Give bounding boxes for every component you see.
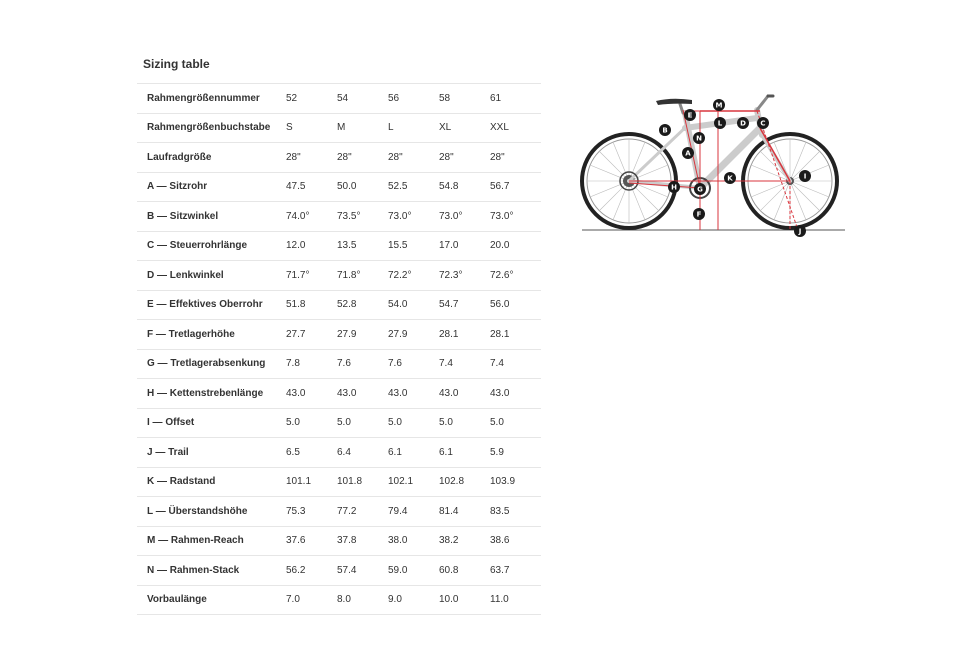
table-cell: 28" bbox=[439, 143, 490, 173]
bike-geometry-diagram bbox=[575, 85, 850, 240]
table-cell: 38.0 bbox=[388, 526, 439, 556]
row-label: A — Sitzrohr bbox=[137, 172, 286, 202]
marker-d-icon bbox=[737, 117, 749, 129]
table-cell: 103.9 bbox=[490, 467, 541, 497]
table-cell: 43.0 bbox=[490, 379, 541, 409]
table-cell: XL bbox=[439, 113, 490, 143]
table-cell: 101.1 bbox=[286, 467, 337, 497]
table-cell: 54.8 bbox=[439, 172, 490, 202]
marker-f-icon bbox=[693, 208, 705, 220]
marker-n-icon bbox=[693, 132, 705, 144]
table-cell: 59.0 bbox=[388, 556, 439, 586]
table-cell: 37.8 bbox=[337, 526, 388, 556]
table-cell: 58 bbox=[439, 84, 490, 114]
table-cell: 60.8 bbox=[439, 556, 490, 586]
table-row bbox=[137, 84, 541, 114]
table-cell: 8.0 bbox=[337, 585, 388, 615]
table-cell: 6.5 bbox=[286, 438, 337, 468]
table-cell: S bbox=[286, 113, 337, 143]
table-cell: 52.5 bbox=[388, 172, 439, 202]
row-label: G — Tretlagerabsenkung bbox=[137, 349, 286, 379]
table-cell: 7.4 bbox=[439, 349, 490, 379]
svg-text:B: B bbox=[662, 126, 668, 135]
table-cell: 56 bbox=[388, 84, 439, 114]
table-row bbox=[137, 526, 541, 556]
svg-text:G: G bbox=[697, 185, 703, 194]
table-cell: 9.0 bbox=[388, 585, 439, 615]
row-label: B — Sitzwinkel bbox=[137, 202, 286, 232]
table-row bbox=[137, 172, 541, 202]
marker-b-icon bbox=[659, 124, 671, 136]
marker-j-icon bbox=[794, 225, 806, 237]
table-cell: 38.6 bbox=[490, 526, 541, 556]
table-cell: 102.1 bbox=[388, 467, 439, 497]
table-cell: 12.0 bbox=[286, 231, 337, 261]
row-label: J — Trail bbox=[137, 438, 286, 468]
marker-k-icon bbox=[724, 172, 736, 184]
svg-text:M: M bbox=[715, 101, 723, 110]
table-cell: 43.0 bbox=[337, 379, 388, 409]
svg-text:C: C bbox=[760, 119, 766, 128]
table-cell: 73.0° bbox=[490, 202, 541, 232]
table-cell: 5.0 bbox=[286, 408, 337, 438]
table-cell: 56.0 bbox=[490, 290, 541, 320]
table-cell: 28" bbox=[337, 143, 388, 173]
table-cell: 43.0 bbox=[388, 379, 439, 409]
marker-g-icon bbox=[694, 183, 706, 195]
table-cell: 51.8 bbox=[286, 290, 337, 320]
table-cell: 5.0 bbox=[439, 408, 490, 438]
table-cell: 50.0 bbox=[337, 172, 388, 202]
table-row bbox=[137, 261, 541, 291]
table-row bbox=[137, 497, 541, 527]
table-cell: L bbox=[388, 113, 439, 143]
table-row bbox=[137, 143, 541, 173]
table-cell: 63.7 bbox=[490, 556, 541, 586]
table-cell: 72.3° bbox=[439, 261, 490, 291]
table-cell: 74.0° bbox=[286, 202, 337, 232]
svg-text:A: A bbox=[685, 149, 691, 158]
table-cell: 102.8 bbox=[439, 467, 490, 497]
saddle bbox=[656, 99, 692, 105]
table-row bbox=[137, 113, 541, 143]
svg-text:F: F bbox=[696, 210, 702, 219]
row-label: F — Tretlagerhöhe bbox=[137, 320, 286, 350]
table-cell: 5.9 bbox=[490, 438, 541, 468]
table-cell: 56.2 bbox=[286, 556, 337, 586]
table-cell: 37.6 bbox=[286, 526, 337, 556]
table-cell: 54.0 bbox=[388, 290, 439, 320]
row-label: H — Kettenstrebenlänge bbox=[137, 379, 286, 409]
marker-c-icon bbox=[757, 117, 769, 129]
row-label: Vorbaulänge bbox=[137, 585, 286, 615]
table-cell: 5.0 bbox=[490, 408, 541, 438]
svg-text:L: L bbox=[717, 119, 723, 128]
table-cell: 72.6° bbox=[490, 261, 541, 291]
table-cell: 28" bbox=[388, 143, 439, 173]
table-cell: 5.0 bbox=[337, 408, 388, 438]
svg-text:K: K bbox=[727, 174, 733, 183]
table-row bbox=[137, 379, 541, 409]
table-row bbox=[137, 438, 541, 468]
row-label: Rahmengrößenbuchstabe bbox=[137, 113, 286, 143]
table-cell: 7.8 bbox=[286, 349, 337, 379]
table-cell: 38.2 bbox=[439, 526, 490, 556]
table-cell: 10.0 bbox=[439, 585, 490, 615]
table-cell: 17.0 bbox=[439, 231, 490, 261]
table-cell: 77.2 bbox=[337, 497, 388, 527]
table-cell: 13.5 bbox=[337, 231, 388, 261]
table-cell: 7.0 bbox=[286, 585, 337, 615]
marker-l-icon bbox=[714, 117, 726, 129]
table-cell: 20.0 bbox=[490, 231, 541, 261]
table-row bbox=[137, 556, 541, 586]
table-row bbox=[137, 202, 541, 232]
svg-text:E: E bbox=[687, 111, 693, 120]
table-row bbox=[137, 408, 541, 438]
table-cell: 43.0 bbox=[286, 379, 337, 409]
row-label: N — Rahmen-Stack bbox=[137, 556, 286, 586]
table-cell: 83.5 bbox=[490, 497, 541, 527]
svg-text:I: I bbox=[803, 172, 807, 181]
table-cell: 27.9 bbox=[337, 320, 388, 350]
marker-i-icon bbox=[799, 170, 811, 182]
table-cell: 54.7 bbox=[439, 290, 490, 320]
table-cell: 6.1 bbox=[388, 438, 439, 468]
table-row bbox=[137, 467, 541, 497]
row-label: D — Lenkwinkel bbox=[137, 261, 286, 291]
table-cell: XXL bbox=[490, 113, 541, 143]
table-cell: 57.4 bbox=[337, 556, 388, 586]
marker-h-icon bbox=[668, 181, 680, 193]
table-cell: 73.5° bbox=[337, 202, 388, 232]
svg-text:N: N bbox=[696, 134, 702, 143]
table-cell: 71.7° bbox=[286, 261, 337, 291]
table-cell: 47.5 bbox=[286, 172, 337, 202]
table-cell: 56.7 bbox=[490, 172, 541, 202]
table-cell: 27.9 bbox=[388, 320, 439, 350]
table-cell: 7.4 bbox=[490, 349, 541, 379]
table-cell: 6.1 bbox=[439, 438, 490, 468]
table-cell: 73.0° bbox=[388, 202, 439, 232]
table-cell: 73.0° bbox=[439, 202, 490, 232]
table-cell: 75.3 bbox=[286, 497, 337, 527]
page-title: Sizing table bbox=[143, 57, 210, 71]
table-cell: 15.5 bbox=[388, 231, 439, 261]
table-cell: 28.1 bbox=[439, 320, 490, 350]
table-row bbox=[137, 585, 541, 615]
table-cell: 54 bbox=[337, 84, 388, 114]
table-cell: 6.4 bbox=[337, 438, 388, 468]
row-label: Rahmengrößennummer bbox=[137, 84, 286, 114]
table-cell: 28" bbox=[286, 143, 337, 173]
svg-text:D: D bbox=[740, 119, 746, 128]
marker-m-icon bbox=[713, 99, 725, 111]
table-cell: 81.4 bbox=[439, 497, 490, 527]
table-row bbox=[137, 290, 541, 320]
table-cell: 52.8 bbox=[337, 290, 388, 320]
sizing-table bbox=[137, 83, 541, 615]
row-label: M — Rahmen-Reach bbox=[137, 526, 286, 556]
row-label: L — Überstandshöhe bbox=[137, 497, 286, 527]
table-cell: 71.8° bbox=[337, 261, 388, 291]
table-cell: 5.0 bbox=[388, 408, 439, 438]
table-row bbox=[137, 231, 541, 261]
row-label: E — Effektives Oberrohr bbox=[137, 290, 286, 320]
row-label: K — Radstand bbox=[137, 467, 286, 497]
row-label: I — Offset bbox=[137, 408, 286, 438]
table-cell: 61 bbox=[490, 84, 541, 114]
table-cell: 11.0 bbox=[490, 585, 541, 615]
row-label: C — Steuerrohrlänge bbox=[137, 231, 286, 261]
table-cell: 72.2° bbox=[388, 261, 439, 291]
table-cell: 79.4 bbox=[388, 497, 439, 527]
row-label: Laufradgröße bbox=[137, 143, 286, 173]
table-cell: 28" bbox=[490, 143, 541, 173]
table-cell: 43.0 bbox=[439, 379, 490, 409]
svg-text:J: J bbox=[798, 227, 802, 236]
svg-text:H: H bbox=[671, 183, 677, 192]
table-cell: 7.6 bbox=[337, 349, 388, 379]
table-cell: 101.8 bbox=[337, 467, 388, 497]
table-cell: 27.7 bbox=[286, 320, 337, 350]
table-cell: M bbox=[337, 113, 388, 143]
table-row bbox=[137, 320, 541, 350]
table-row bbox=[137, 349, 541, 379]
table-cell: 7.6 bbox=[388, 349, 439, 379]
marker-a-icon bbox=[682, 147, 694, 159]
table-cell: 28.1 bbox=[490, 320, 541, 350]
table-cell: 52 bbox=[286, 84, 337, 114]
marker-e-icon bbox=[684, 109, 696, 121]
